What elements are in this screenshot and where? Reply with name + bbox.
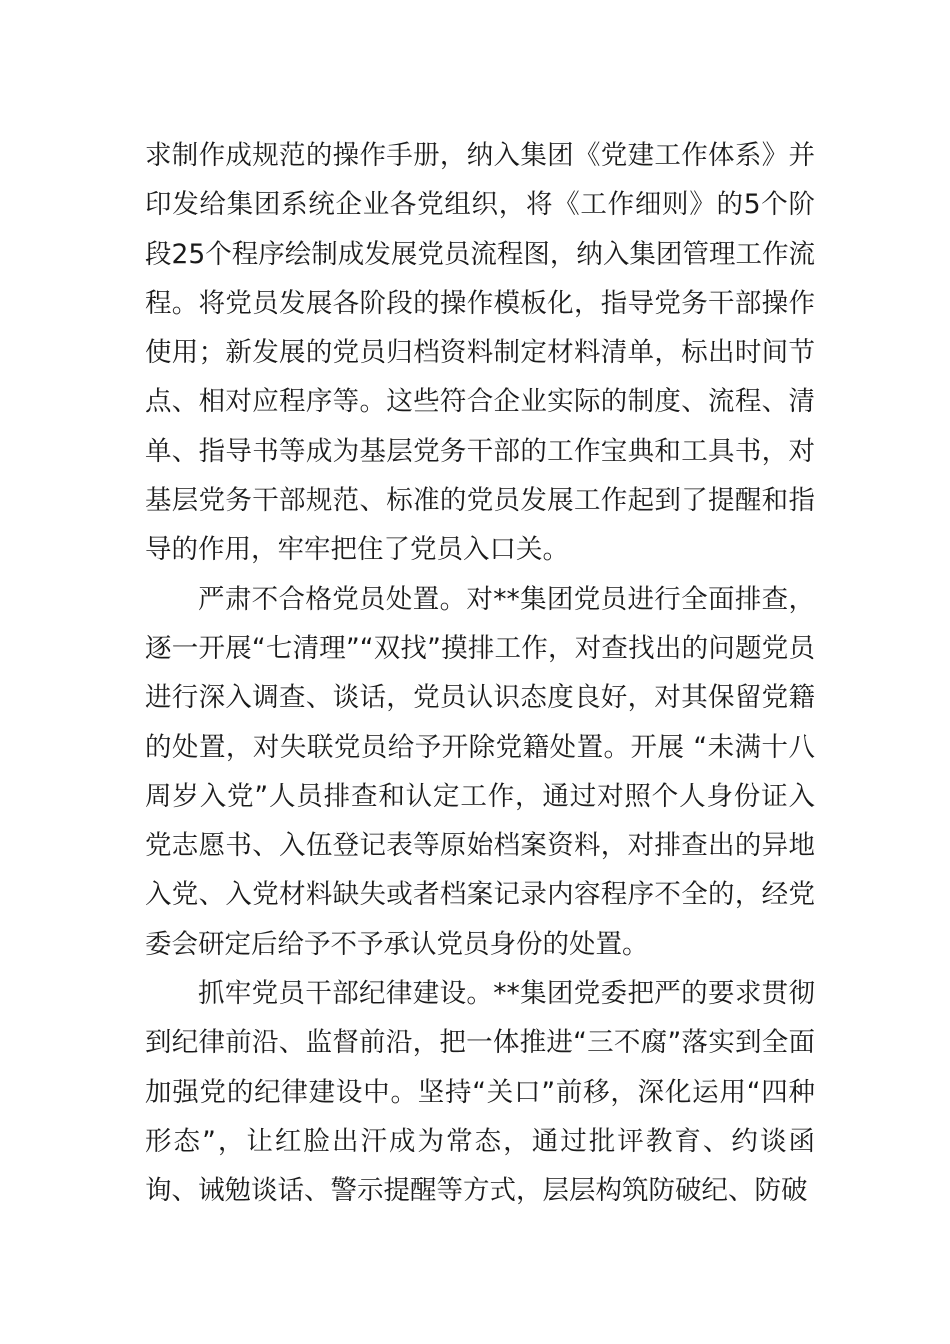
document-body	[145, 131, 815, 1216]
paragraph-2: 严肃不合格党员处置。对**集团党员进行全面排查，逐一开展“七清理”“双找”摸排工作，对查找出的问题党员进行深入调查、谈话，党员认识态度良好，对其保留党籍的处置，对失联党员给予开除党籍处置。开展 “未满十八周岁入党”人员排查和认定工作，通过对照个人身份证入党志愿书、入伍登记表等原始档案资料，对排查出的异地入党、入党材料缺失或者档案记录内容程序不全的，经党委会研定后给予不予承认党员身份的处置。	[145, 583, 815, 960]
paragraph-1: 求制作成规范的操作手册，纳入集团《党建工作体系》并印发给集团系统企业各党组织，将《工作细则》的5个阶段25个程序绘制成发展党员流程图，纳入集团管理工作流程。将党员发展各阶段的操作模板化，指导党务干部操作使用；新发展的党员归档资料制定材料清单，标出时间节点、相对应程序等。这些符合企业实际的制度、流程、清单、指导书等成为基层党务干部的工作宝典和工具书，对基层党务干部规范、标准的党员发展工作起到了提醒和指导的作用，牢牢把住了党员入口关。	[145, 140, 815, 566]
paragraph-3: 抓牢党员干部纪律建设。**集团党委把严的要求贯彻到纪律前沿、监督前沿，把一体推进“三不腐”落实到全面加强党的纪律建设中。坚持“关口”前移，深化运用“四种形态”，让红脸出汗成为常态，通过批评教育、约谈函询、诫勉谈话、警示提醒等方式，层层构筑防破纪、防破	[145, 978, 815, 1207]
